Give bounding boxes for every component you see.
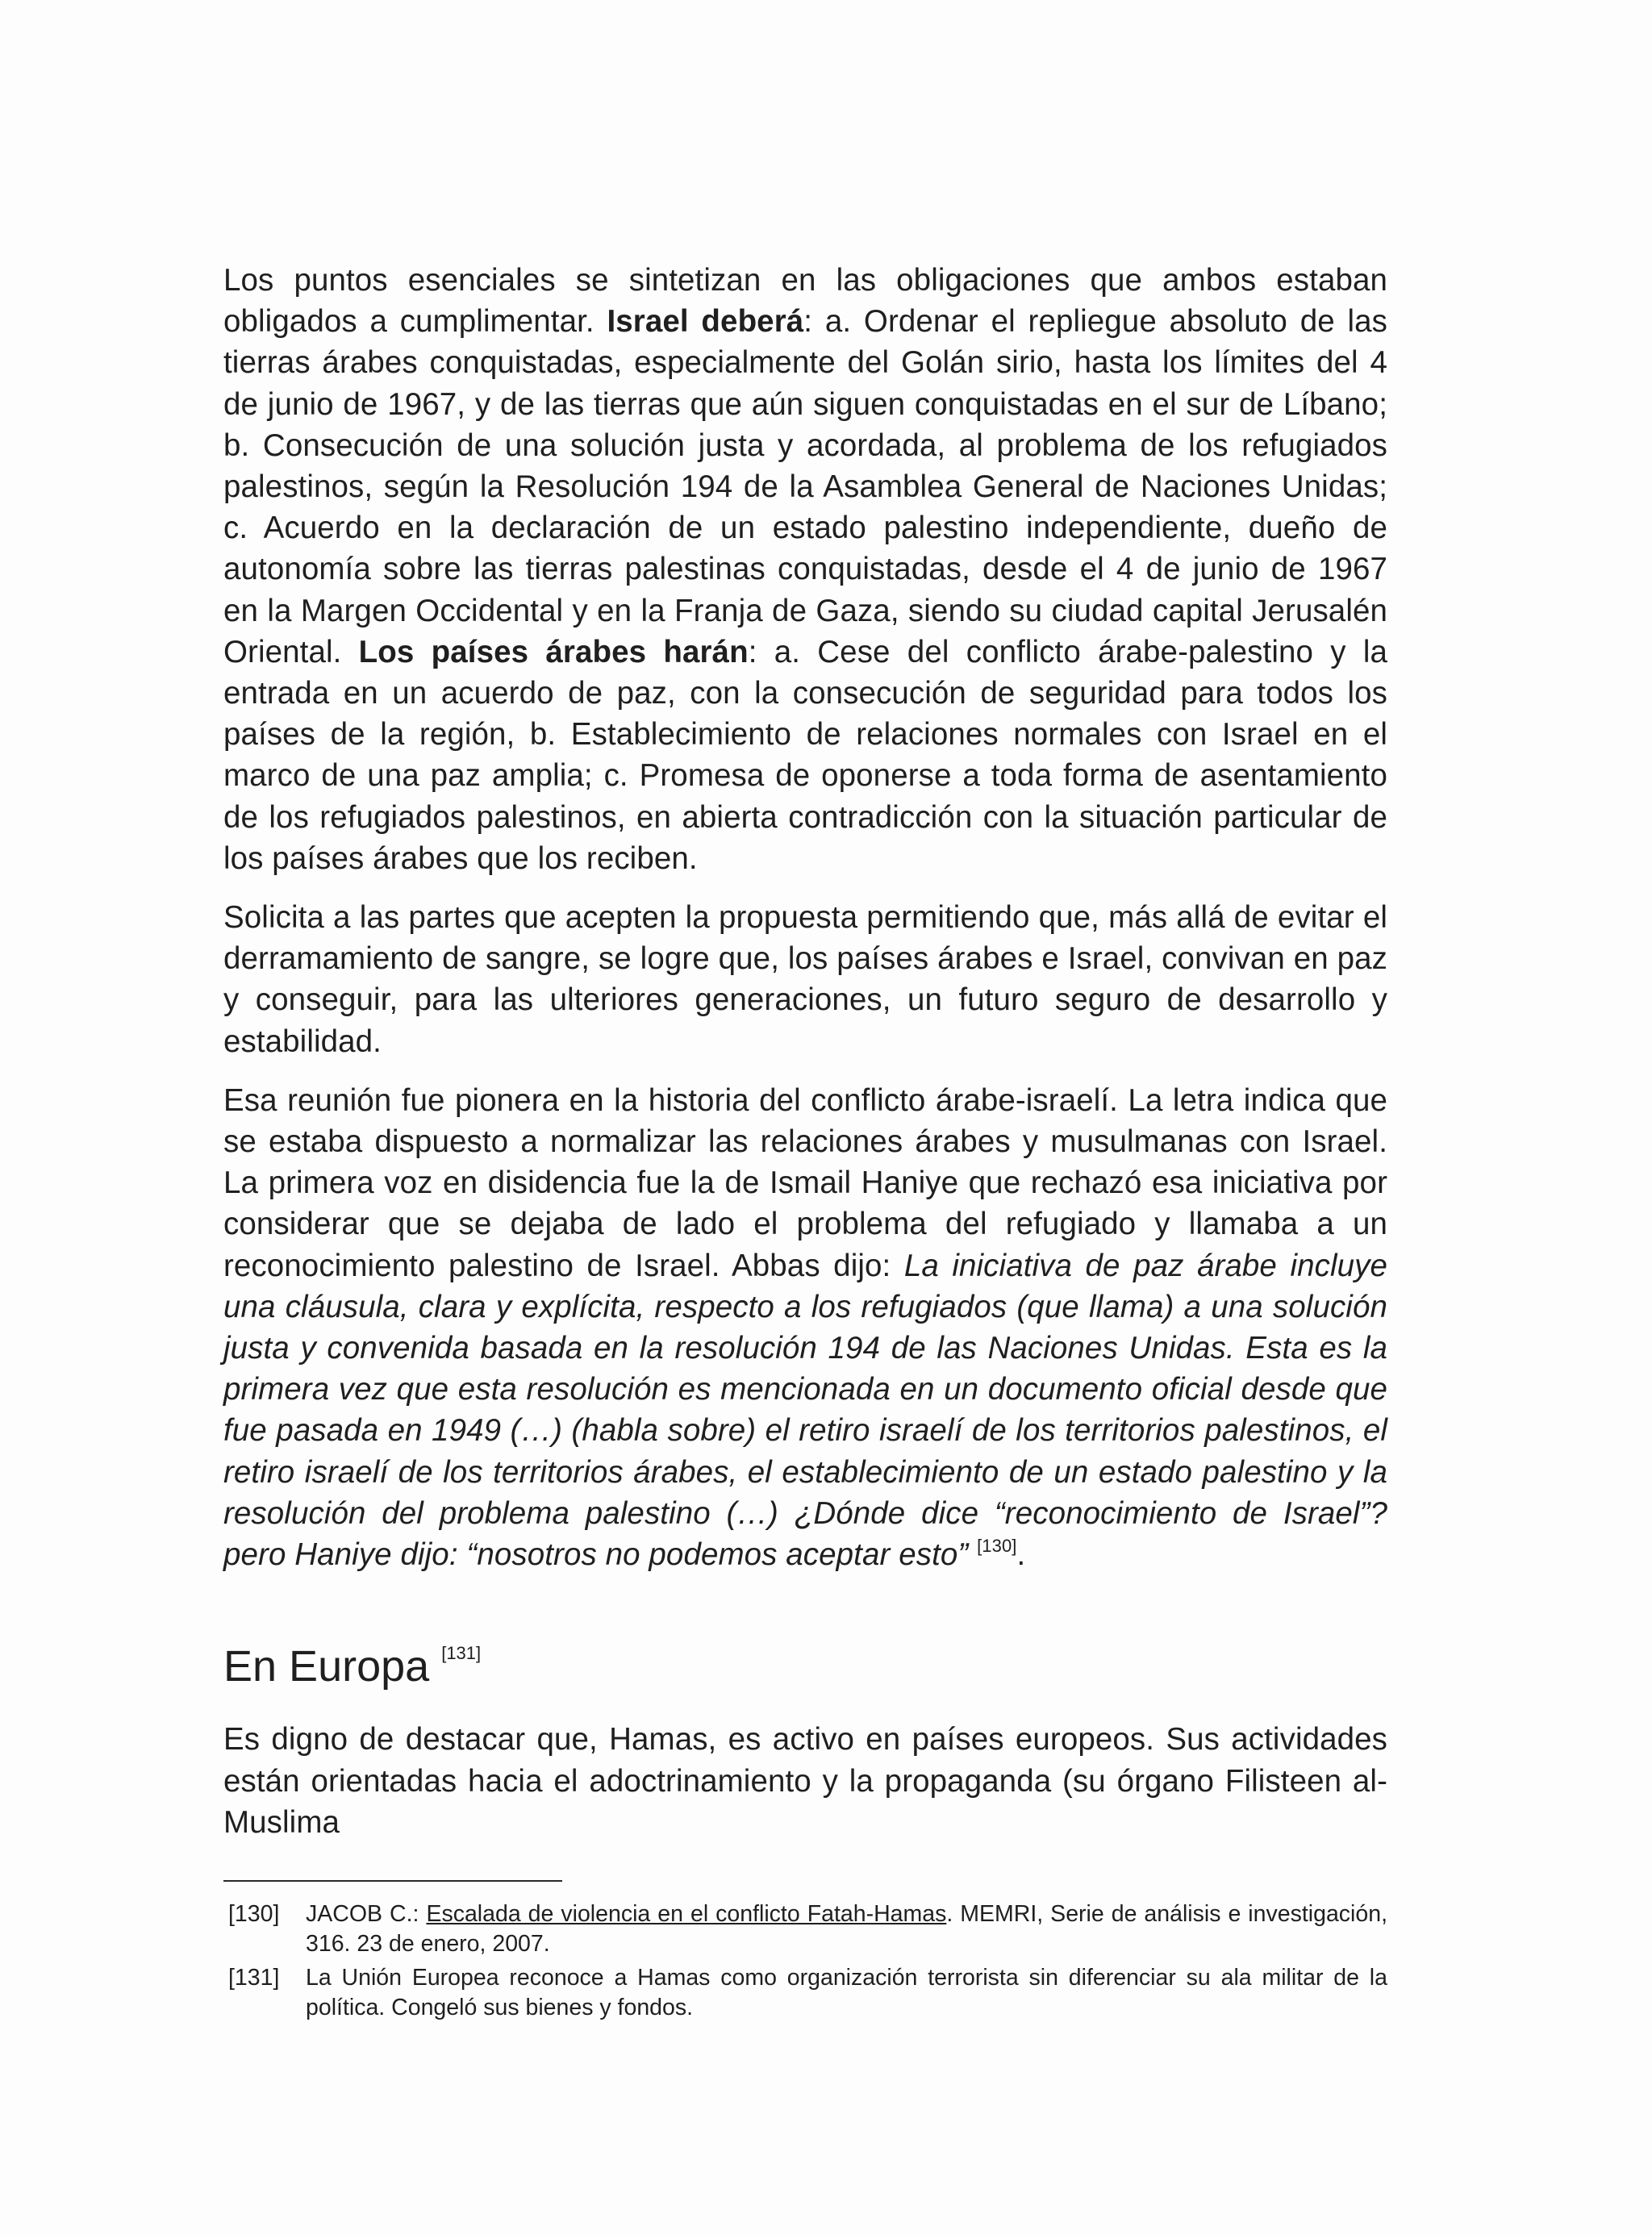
footnote-number: [131]	[228, 1964, 280, 1991]
text-run: Los puntos esenciales se sintetizan en las obligaciones que ambos estaban obligados a cumplimentar.	[223, 263, 1387, 340]
bold-paises-arabes: Los países árabes harán	[358, 634, 749, 669]
footnote-ref-131[interactable]: [131]	[441, 1643, 482, 1664]
paragraph-europa: Es digno de destacar que, Hamas, es activo en países europeos. Sus actividades están orientadas hacia el adoctrinamiento y la propaganda (su órgano Filisteen al-Muslima	[223, 1722, 1387, 1840]
footnote-text: La Unión Europea reconoce a Hamas como organización terrorista sin diferenciar su ala militar de la política. Congeló sus bienes y fondos.	[306, 1964, 1387, 2021]
document-page	[223, 260, 1387, 2027]
footnote-text-run: JACOB C.:	[306, 1900, 427, 1927]
footnote-130	[223, 1899, 1387, 1960]
text-run: .	[1016, 1537, 1026, 1573]
text-run: : a. Ordenar el repliegue absoluto de las tierras árabes conquistadas, especialmente del Golán sirio, hasta los límites del 4 de junio de 1967, y de las tierras que aún siguen conquistadas en el sur de Líbano; b. Consecución de una solución justa y acordada, al problema de los refugiados palestinos, según la Resolución 194 de la Asamblea General de Naciones Unidas; c. Acuerdo en la declaración de un estado palestino independiente, dueño de autonomía sobre las tierras palestinas conquistadas, desde el 4 de junio de 1967 en la Margen Occidental y en la Franja de Gaza, siendo su ciudad capital Jerusalén Oriental.	[223, 304, 1387, 669]
text-run: Esa reunión fue pionera en la historia del conflicto árabe-israelí. La letra indica que se estaba dispuesto a normalizar las relaciones árabes y musulmanas con Israel. La primera voz en disidencia fue la de Ismail Haniye que rechazó esa iniciativa por considerar que se dejaba de lado el problema del refugiado y llamaba a un reconocimiento palestino de Israel. Abbas dijo:	[223, 1082, 1387, 1283]
section-title: En Europa	[223, 1642, 430, 1691]
footnote-131	[223, 1963, 1387, 2024]
paragraph-reunion	[223, 1080, 1387, 1575]
footnote-source-title: Escalada de violencia en el conflicto Fatah-Hamas	[426, 1900, 947, 1927]
footnote-text	[306, 1899, 1387, 1960]
footnote-divider	[223, 1880, 562, 1882]
bold-israel-debera: Israel deberá	[607, 304, 804, 340]
section-heading-en-europa	[223, 1638, 1387, 1695]
footnote-number: [130]	[228, 1900, 280, 1927]
abbas-quote: La iniciativa de paz árabe incluye una cláusula, clara y explícita, respecto a los refugiados (que llama) a una solución justa y convenida basada en la resolución 194 de las Naciones Unidas. Esta es la primera vez que esta resolución es mencionada en un documento oficial desde que fue pasada en 1949 (…) (habla sobre) el retiro israelí de los territorios palestinos, el retiro israelí de los territorios árabes, el establecimiento de un estado palestino y la resolución del problema palestino (…) ¿Dónde dice “reconocimiento de Israel”? pero Haniye dijo: “nosotros no podemos aceptar esto”	[223, 1248, 1387, 1573]
footnote-ref-130[interactable]: [130]	[977, 1536, 1017, 1557]
paragraph-solicita: Solicita a las partes que acepten la propuesta permitiendo que, más allá de evitar el derramamiento de sangre, se logre que, los países árabes e Israel, convivan en paz y conseguir, para las ulteriores generaciones, un futuro seguro de desarrollo y estabilidad.	[223, 900, 1387, 1059]
text-run: : a. Cese del conflicto árabe-palestino y la entrada en un acuerdo de paz, con la consecución de seguridad para todos los países de la región, b. Establecimiento de relaciones normales con Israel en el marco de una paz amplia; c. Promesa de oponerse a toda forma de asentamiento de los refugiados palestinos, en abierta contradicción con la situación particular de los países árabes que los reciben.	[223, 634, 1388, 876]
footnote-text-run: . MEMRI, Serie de análisis e investigación, 316. 23 de enero, 2007.	[306, 1900, 1387, 1958]
paragraph-obligations	[223, 260, 1387, 879]
